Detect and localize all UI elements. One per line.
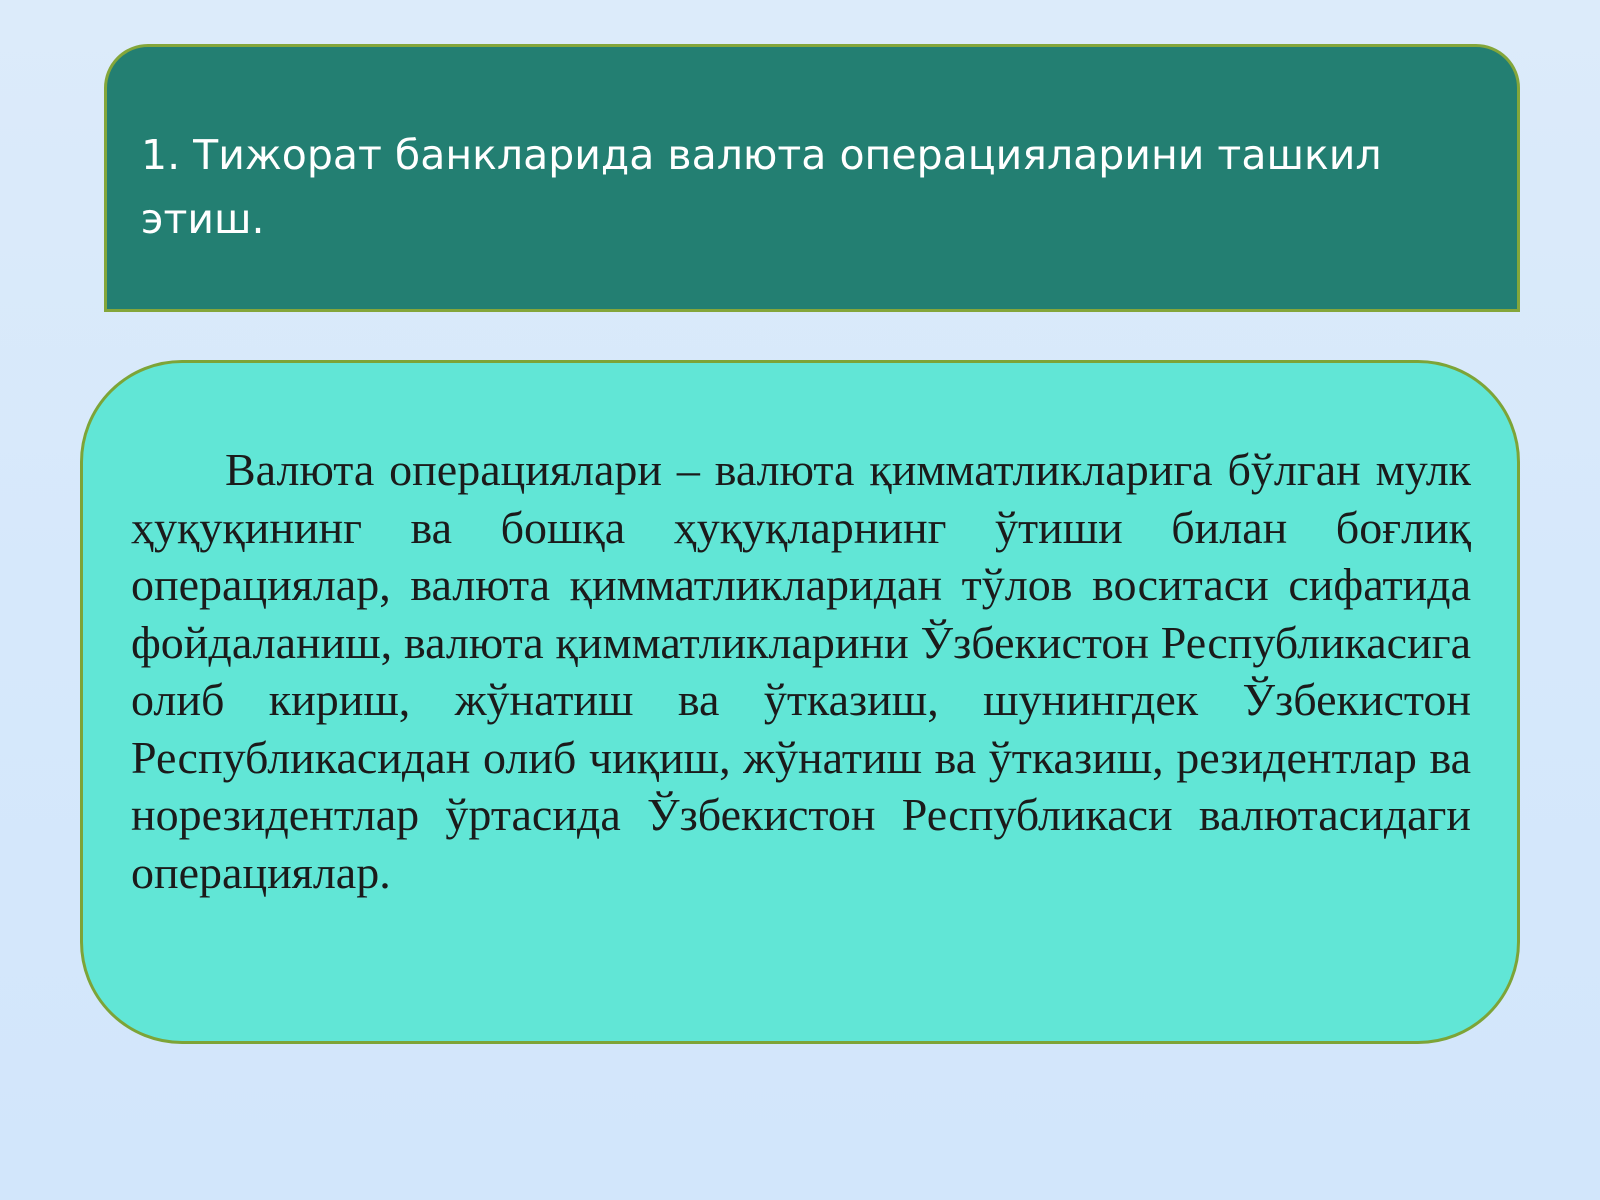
definition-text: Валюта операциялари – валюта қимматликларига бўлган мулк ҳуқуқининг ва бошқа ҳуқуқларнинг ўтиши билан боғлиқ операциялар, валюта қимматликларидан тўлов воситаси сифатида фойдаланиш, валюта қимматликларини Ўзбекистон Республикасига олиб кириш, жўнатиш ва ўтказиш, шунингдек Ўзбекистон Республикасидан олиб чиқиш, жўнатиш ва ўтказиш, резидентлар ва норезидентлар ўртасида Ўзбекистон Республикаси валютасидаги операциялар. [131, 444, 1471, 898]
definition-panel [80, 360, 1520, 1044]
slide-title: 1. Тижорат банкларида валюта операцияларини ташкил этиш. [141, 131, 1382, 243]
title-panel [104, 44, 1520, 312]
